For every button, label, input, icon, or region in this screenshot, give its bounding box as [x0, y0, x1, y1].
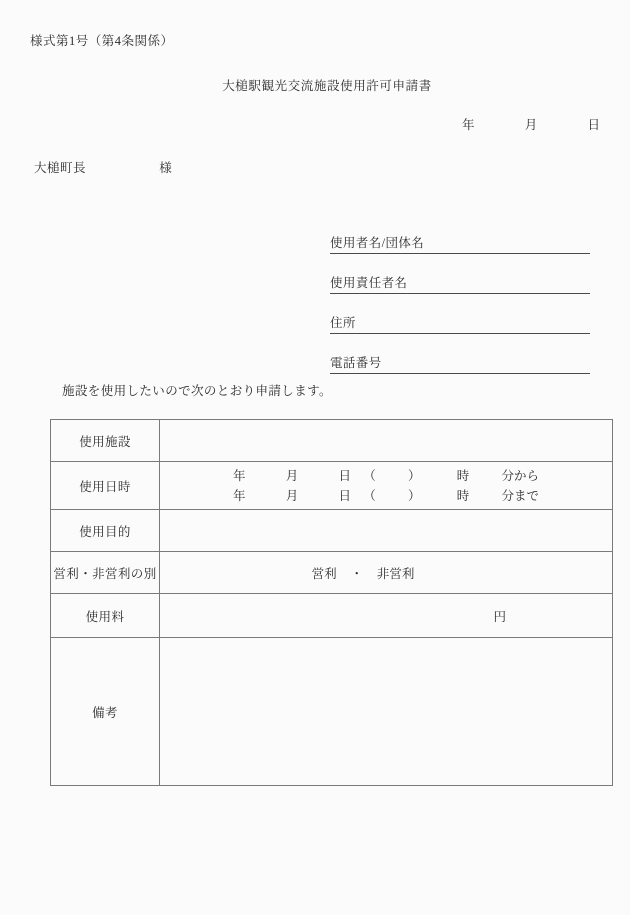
field-user-name[interactable] [330, 216, 590, 256]
end-open-paren: （ [363, 488, 376, 503]
start-year-label: 年 [232, 468, 246, 483]
date-day-label: 日 [587, 118, 600, 132]
application-table [50, 419, 613, 786]
end-day-label: 日 [338, 488, 351, 503]
field-responsible-person[interactable] [330, 256, 590, 296]
start-day-label: 日 [338, 468, 351, 483]
row-label-profit-type: 営利・非営利の別 [51, 552, 160, 594]
table-row-remarks [51, 638, 613, 786]
option-profit[interactable]: 営利 [311, 566, 337, 581]
end-hour-label: 時 [456, 488, 470, 503]
row-label-datetime: 使用日時 [51, 462, 160, 510]
table-row-facility [51, 420, 613, 462]
start-hour-label: 時 [456, 468, 470, 483]
profit-separator: ・ [350, 566, 363, 581]
field-phone-number-label: 電話番号 [330, 356, 382, 370]
row-label-facility: 使用施設 [51, 420, 160, 462]
date-month-label: 月 [524, 118, 538, 132]
start-open-paren: （ [363, 468, 376, 483]
date-line [0, 115, 600, 133]
field-user-name-label: 使用者名/団体名 [330, 236, 425, 250]
datetime-lines [170, 466, 602, 506]
datetime-line-end [170, 486, 602, 506]
option-nonprofit[interactable]: 非営利 [376, 566, 415, 581]
datetime-line-start [170, 466, 602, 486]
profit-choice-group [170, 564, 602, 582]
end-month-label: 月 [285, 488, 299, 503]
fee-unit-label: 円 [493, 609, 506, 624]
field-address-rule [330, 333, 590, 334]
addressee-name: 大槌町長 [34, 161, 87, 175]
start-minute-suffix: 分から [501, 468, 540, 483]
field-responsible-person-rule [330, 293, 590, 294]
row-value-datetime[interactable] [160, 462, 613, 510]
document-title: 大槌駅観光交流施設使用許可申請書 [222, 79, 432, 93]
table-row-datetime [51, 462, 613, 510]
row-value-remarks[interactable] [160, 638, 613, 786]
row-value-purpose[interactable] [160, 510, 613, 552]
start-close-paren: ） [408, 468, 421, 483]
table-row-profit-type [51, 552, 613, 594]
row-label-purpose: 使用目的 [51, 510, 160, 552]
field-address-label: 住所 [330, 316, 356, 330]
field-address[interactable] [330, 296, 590, 336]
date-year-label: 年 [461, 118, 475, 132]
addressee [34, 158, 172, 176]
form-number: 様式第1号（第4条関係） [30, 34, 174, 48]
field-phone-number[interactable] [330, 336, 590, 376]
start-month-label: 月 [285, 468, 299, 483]
lead-sentence: 施設を使用したいので次のとおり申請します。 [62, 384, 332, 398]
table-row-fee [51, 594, 613, 638]
end-minute-suffix: 分まで [501, 488, 540, 503]
row-value-profit-type [160, 552, 613, 594]
end-close-paren: ） [408, 488, 421, 503]
applicant-fields [330, 216, 590, 376]
field-responsible-person-label: 使用責任者名 [330, 276, 408, 290]
row-label-fee: 使用料 [51, 594, 160, 638]
row-value-facility[interactable] [160, 420, 613, 462]
field-user-name-rule [330, 253, 590, 254]
end-year-label: 年 [232, 488, 246, 503]
addressee-honorific: 様 [159, 161, 173, 175]
field-phone-number-rule [330, 373, 590, 374]
table-row-purpose [51, 510, 613, 552]
row-label-remarks: 備考 [51, 638, 160, 786]
row-value-fee[interactable] [160, 594, 613, 638]
